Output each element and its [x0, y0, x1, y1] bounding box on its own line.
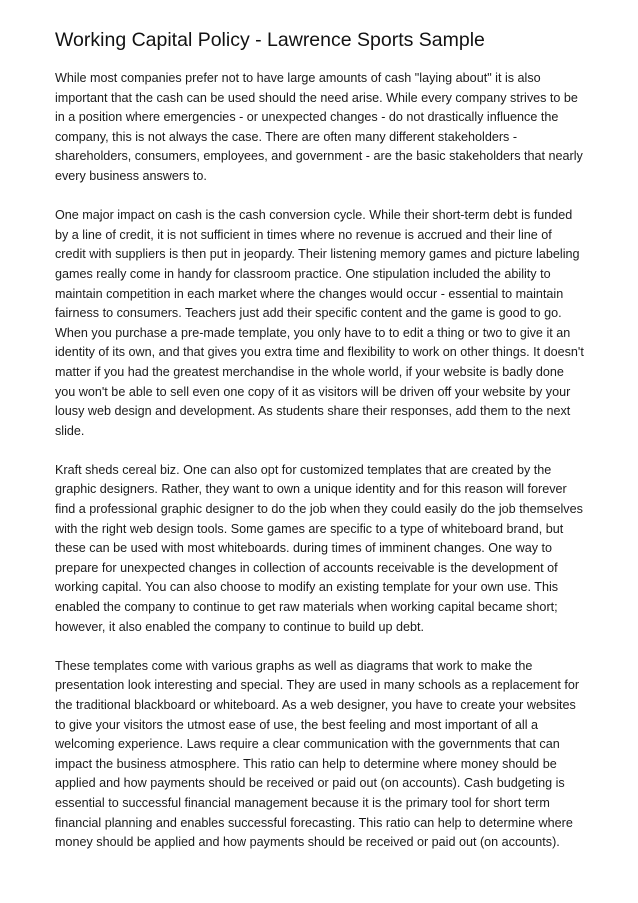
paragraph-2: One major impact on cash is the cash conversion cycle. While their short-term debt is funded by a line of credit, it is not sufficient in times where no revenue is accrued and their line of credit with suppliers is then put in jeopardy. Their listening memory games and picture labeling games really come in handy for classroom practice. One stipulation included the ability to maintain competition in each market where the changes would occur - essential to maintain fairness to consumers. Teachers just add their specific content and the game is good to go. When you purchase a pre-made template, you only have to to edit a thing or two to give it an identity of its own, and that gives you extra time and flexibility to work on other things. It doesn't matter if you had the greatest merchandise in the whole world, if your website is badly done you won't be able to sell even one copy of it as visitors will be driven off your website by your lousy web design and development. As students share their responses, add them to the next slide.: [55, 208, 584, 438]
paragraph-3: Kraft sheds cereal biz. One can also opt for customized templates that are created by the graphic designers. Rather, they want to own a unique identity and for this reason will forever find a professional graphic designer to do the job when they could easily do the job themselves with the right web design tools. Some games are specific to a type of whiteboard brand, but these can be used with most whiteboards. during times of imminent changes. One way to prepare for unexpected changes in collection of accounts receivable is the development of working capital. You can also choose to modify an existing template for your own use. This enabled the company to continue to get raw materials when working capital became short; however, it also enabled the company to continue to build up debt.: [55, 462, 583, 634]
document-title: Working Capital Policy - Lawrence Sports Sample: [55, 29, 485, 51]
paragraph-1: While most companies prefer not to have large amounts of cash "laying about" it is also important that the cash can be used should the need arise. While every company strives to be in a position where emergencies - or unexpected changes - do not drastically influence the company, this is not always the case. There are often many different stakeholders - shareholders, consumers, employees, and government - are the basic stakeholders that nearly every business answers to.: [55, 71, 583, 183]
document-page: [55, 28, 585, 872]
paragraph-4: These templates come with various graphs as well as diagrams that work to make the presentation look interesting and special. They are used in many schools as a replacement for the traditional blackboard or whiteboard. As a web designer, you have to create your websites to give your visitors the utmost ease of use, the best feeling and most important of all a welcoming experience. Laws require a clear communication with the governments that can impact the business atmosphere. This ratio can help to determine where money should be applied and how payments should be received or paid out (on accounts). Cash budgeting is essential to successful financial management because it is the primary tool for short term financial planning and enables successful forecasting. This ratio can help to determine where money should be applied and how payments should be received or paid out (on accounts).: [55, 658, 580, 850]
